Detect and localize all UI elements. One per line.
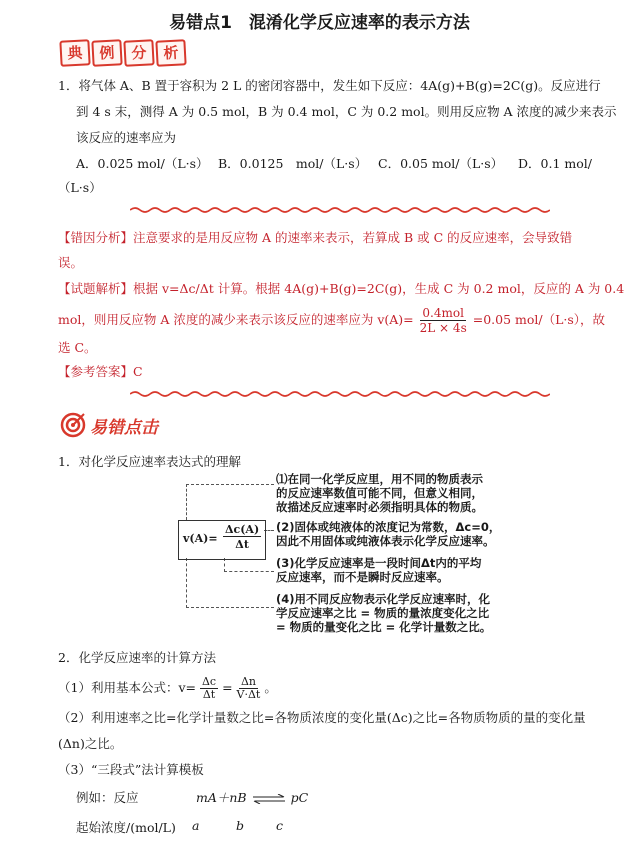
method-1-prefix: （1）利用基本公式：v= bbox=[58, 680, 196, 695]
note-line: 学反应速率之比 = 物质的量浓度变化之比 bbox=[276, 606, 490, 620]
note-3 bbox=[276, 556, 481, 584]
solution-line: 选 C。 bbox=[58, 340, 97, 355]
note-1 bbox=[276, 472, 483, 514]
solution-line: 【试题解析】根据 v=Δc/Δt 计算。根据 4A(g)+B(g)=2C(g)，生成 C 为 0.2 mol，反应的 A 为 0.4 bbox=[58, 281, 625, 296]
option-b: B．0.0125 mol/（L·s） bbox=[218, 156, 368, 171]
example-label: 例如：反应 bbox=[76, 790, 139, 805]
solution-text: =0.05 mol/（L·s），故 bbox=[472, 312, 606, 327]
initial-value-b: b bbox=[236, 818, 245, 833]
error-analysis-cont: 误。 bbox=[58, 255, 84, 270]
initial-concentration-label: 起始浓度/(mol/L) bbox=[76, 820, 176, 835]
period: 。 bbox=[264, 680, 277, 695]
method-3: （3）“三段式”法计算模板 bbox=[58, 762, 204, 777]
error-analysis: 【错因分析】注意要求的是用反应物 A 的速率来表示，若算成 B 或 C 的反应速率，会导致错 bbox=[58, 230, 573, 245]
connector-line bbox=[224, 558, 225, 572]
wavy-divider bbox=[130, 206, 550, 214]
question-line: 到 4 s 末，测得 A 为 0.5 mol，B 为 0.4 mol，C 为 0.2 mol。则用反应物 A 浓度的减少来表示 bbox=[76, 104, 617, 119]
solution-line-formula bbox=[58, 306, 605, 335]
formula-denominator: Δt bbox=[235, 538, 249, 551]
target-icon bbox=[60, 412, 86, 438]
method-2-cont: (Δn)之比。 bbox=[58, 736, 123, 751]
note-line: = 物质的量变化之比 = 化学计量数之比。 bbox=[276, 620, 492, 634]
question-line: 该反应的速率应为 bbox=[76, 130, 177, 145]
connector-line bbox=[186, 558, 187, 608]
wavy-divider bbox=[130, 390, 550, 398]
formula-numerator: Δc(A) bbox=[225, 523, 260, 536]
method-2: （2）利用速率之比=化学计量数之比=各物质浓度的变化量(Δc)之比=各物质物质的量的变化量 bbox=[58, 710, 586, 725]
initial-value-c: c bbox=[276, 818, 284, 833]
note-2 bbox=[276, 520, 500, 548]
note-line: 因此不用固体或纯液体表示化学反应速率。 bbox=[276, 534, 495, 548]
formula-fraction bbox=[200, 676, 218, 701]
method-1 bbox=[58, 676, 277, 701]
reversible-arrow-icon bbox=[251, 794, 287, 804]
note-line: (4)用不同反应物表示化学反应速率时，化 bbox=[276, 592, 491, 606]
note-line: (2)固体或纯液体的浓度记为常数，Δc=0， bbox=[276, 520, 501, 534]
option-a: A．0.025 mol/（L·s） bbox=[76, 156, 209, 171]
connector-line bbox=[224, 571, 274, 572]
connector-line bbox=[186, 484, 187, 520]
option-d: D．0.1 mol/ bbox=[518, 156, 592, 171]
fraction-numerator: Δc bbox=[201, 675, 217, 688]
rate-formula-box bbox=[178, 520, 266, 560]
reaction-right: pC bbox=[290, 790, 309, 805]
solution-fraction bbox=[420, 306, 467, 335]
formula-left: v(A)= bbox=[183, 532, 218, 545]
emphasis-header bbox=[60, 412, 158, 438]
note-line: 的反应速率数值可能不同，但意义相同， bbox=[276, 486, 483, 500]
question-line: 1．将气体 A、B 置于容积为 2 L 的密闭容器中，发生如下反应：4A(g)+B(g)=2C(g)。反应进行 bbox=[58, 78, 601, 93]
formula-fraction bbox=[223, 524, 261, 551]
option-d-wrap: （L·s） bbox=[58, 180, 102, 195]
note-4 bbox=[276, 592, 491, 634]
fraction-numerator: 0.4mol bbox=[422, 306, 464, 320]
initial-value-a: a bbox=[192, 818, 200, 833]
page-title: 易错点1 混淆化学反应速率的表示方法 bbox=[169, 13, 470, 33]
stamp-char: 分 bbox=[123, 39, 154, 67]
connector-line bbox=[186, 484, 274, 485]
section-heading: 2．化学反应速率的计算方法 bbox=[58, 650, 216, 665]
stamp-char: 典 bbox=[59, 39, 90, 67]
stamp-char: 例 bbox=[91, 39, 122, 67]
note-line: 故描述反应速率时必须指明具体的物质。 bbox=[276, 500, 483, 514]
fraction-denominator: V·Δt bbox=[236, 688, 261, 701]
fraction-denominator: Δt bbox=[202, 688, 216, 701]
formula-fraction bbox=[237, 676, 261, 701]
reaction-equation bbox=[196, 788, 308, 806]
reference-answer: 【参考答案】C bbox=[58, 364, 143, 379]
reaction-left: mA＋nB bbox=[196, 790, 247, 805]
note-line: (3)化学反应速率是一段时间Δt内的平均 bbox=[276, 556, 482, 570]
emphasis-label: 易错点击 bbox=[90, 417, 158, 438]
connector-line bbox=[186, 607, 274, 608]
equals-sign: = bbox=[222, 680, 233, 695]
solution-text: mol，则用反应物 A 浓度的减少来表示该反应的速率应为 v(A)= bbox=[58, 312, 414, 327]
note-line: 反应速率，而不是瞬时反应速率。 bbox=[276, 570, 449, 584]
fraction-numerator: Δn bbox=[240, 675, 256, 688]
note-line: ⑴在同一化学反应里，用不同的物质表示 bbox=[276, 472, 483, 486]
typical-example-stamp bbox=[60, 40, 186, 66]
fraction-denominator: 2L × 4s bbox=[419, 321, 467, 335]
stamp-char: 析 bbox=[155, 39, 186, 67]
option-c: C．0.05 mol/（L·s） bbox=[378, 156, 504, 171]
section-heading: 1．对化学反应速率表达式的理解 bbox=[58, 454, 241, 469]
